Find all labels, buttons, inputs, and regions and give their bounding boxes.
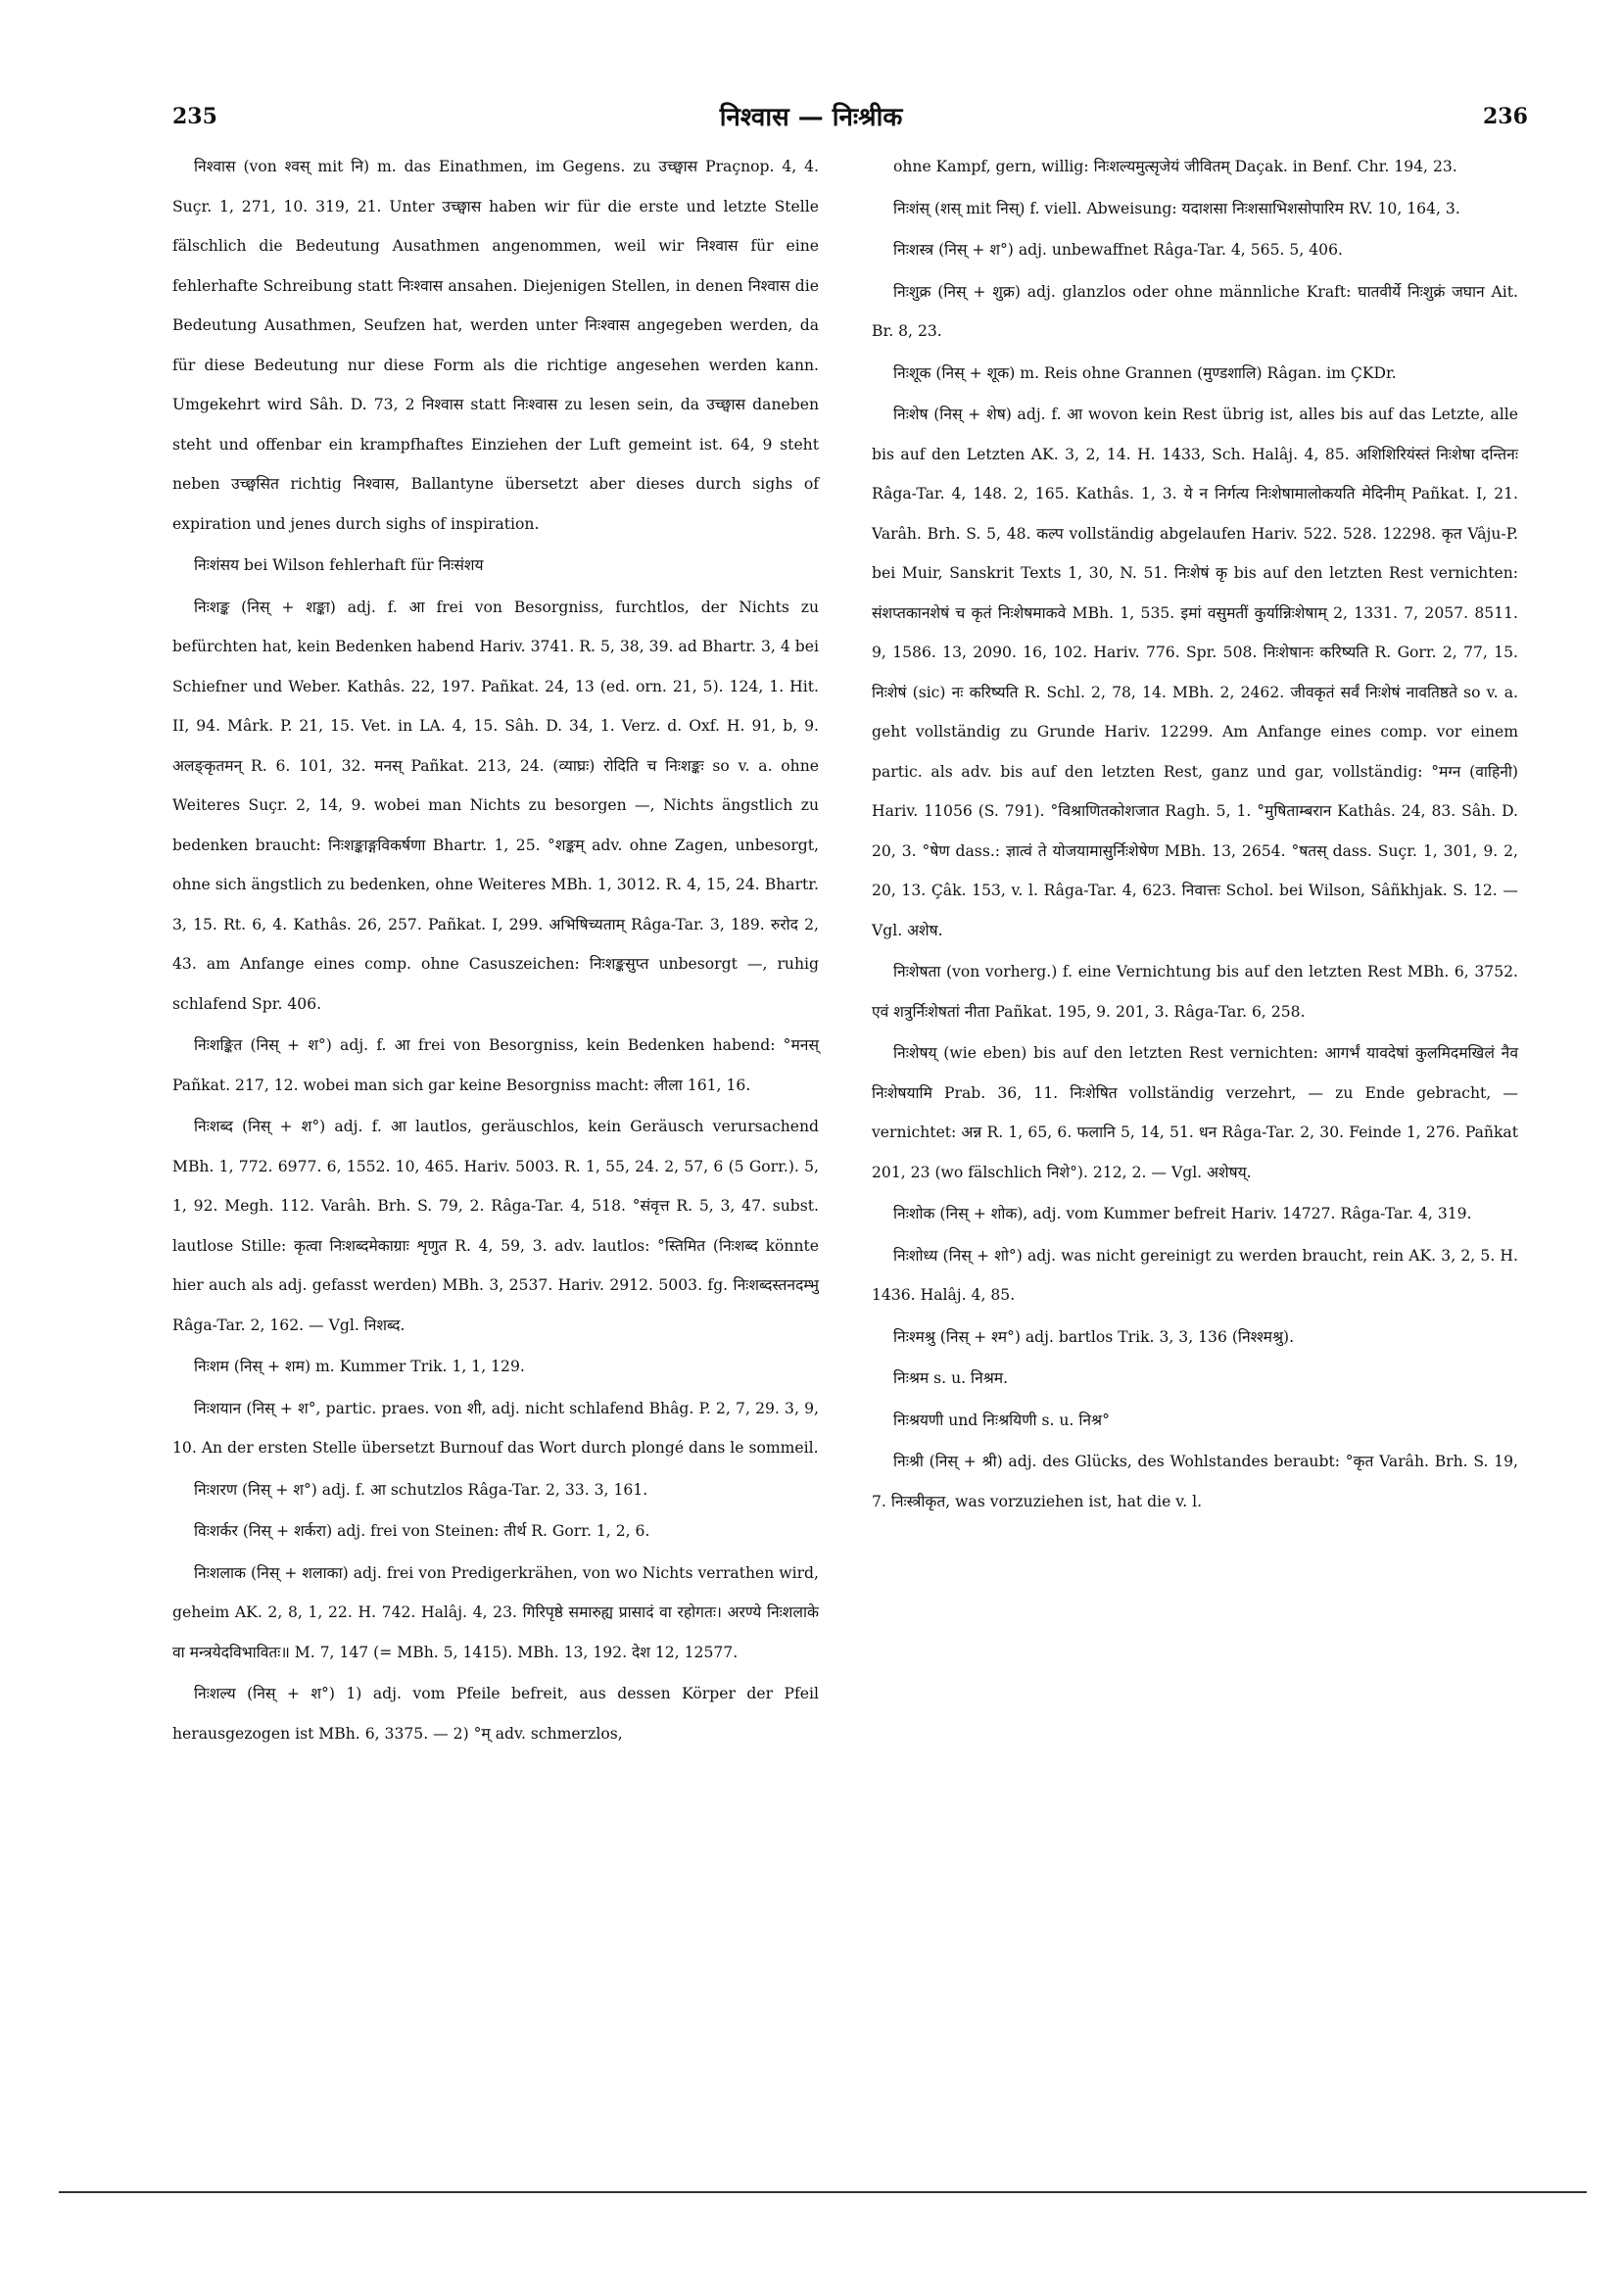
dictionary-entry: ohne Kampf, gern, willig: निःशल्यमुत्सृजेयं जीवितम् Daçak. in Benf. Chr. 194, 23.	[893, 158, 1457, 175]
dictionary-entry: निःशुक्र (निस् + शुक्र) adj. glanzlos oder ohne männliche Kraft: घातवीर्ये निःशुक्रं जघान Ait. Br. 8, 23.	[872, 282, 1518, 340]
dictionary-entry: निःश्रम s. u. निश्रम.	[893, 1369, 1009, 1387]
left-column	[172, 147, 819, 1755]
right-column	[872, 147, 1518, 1523]
dictionary-entry: निश्वास (von श्वस् mit नि) m. das Einathmen, im Gegens. zu उच्छ्वास Praçnop. 4, 4. Suçr. 1, 271, 10. 319, 21. Unter उच्छ्वास haben wir für die erste und letzte Stelle fälschlich die Bedeutung Ausathmen angenommen, weil wir निश्वास für eine fehlerhafte Schreibung statt निःश्वास ansahen. Diejenigen Stellen, in denen निश्वास die Bedeutung Ausathmen, Seufzen hat, werden unter निःश्वास angegeben werden, da für diese Bedeutung nur diese Form als die richtige angesehen werden kann. Umgekehrt wird Sâh. D. 73, 2 निश्वास statt निःश्वास zu lesen sein, da उच्छ्वास daneben steht und offenbar ein krampfhaftes Einziehen der Luft gemeint ist. 64, 9 steht neben उच्छ्वसित richtig निश्वास, Ballantyne übersetzt aber dieses durch sighs of expiration und jenes durch sighs of inspiration.	[172, 158, 819, 533]
dictionary-entry: निःशेषता (von vorherg.) f. eine Vernichtung bis auf den letzten Rest MBh. 6, 3752. एवं शत्रुर्निःशेषतां नीता Pañkat. 195, 9. 201, 3. Râga-Tar. 6, 258.	[872, 963, 1518, 1021]
dictionary-entry: निःशेष (निस् + शेष) adj. f. आ wovon kein Rest übrig ist, alles bis auf das Letzte, alle bis auf den Letzten AK. 3, 2, 14. H. 1433, Sch. Halâj. 4, 85. अशिशिरियंस्तं निःशेषा दन्तिनः Râga-Tar. 4, 148. 2, 165. Kathâs. 1, 3. ये न निर्गत्य निःशेषामालोकयति मेदिनीम् Pañkat. I, 21. Varâh. Brh. S. 5, 48. कल्प vollständig abgelaufen Hariv. 522. 528. 12298. कृत Vâju-P. bei Muir, Sanskrit Texts 1, 30, N. 51. निःशेषं कृ bis auf den letzten Rest vernichten: संशप्तकानशेषं च कृतं निःशेषमाकवे MBh. 1, 535. इमां वसुमतीं कुर्यान्निःशेषाम् 2, 1331. 7, 2057. 8511. 9, 1586. 13, 2090. 16, 102. Hariv. 776. Spr. 508. निःशेषानः करिष्यति R. Gorr. 2, 77, 15. निःशेषं (sic) नः करिष्यति R. Schl. 2, 78, 14. MBh. 2, 2462. जीवकृतं सर्वं निःशेषं नावतिष्ठते so v. a. geht vollständig zu Grunde Hariv. 12299. Am Anfange eines comp. vor einem partic. als adv. bis auf den letzten Rest, ganz und gar, vollständig: °मग्न (वाहिनी) Hariv. 11056 (S. 791). °विश्राणितकोशजात Ragh. 5, 1. °मुषिताम्बरान Kathâs. 24, 83. Sâh. D. 20, 3. °षेण dass.: ज्ञात्वं ते योजयामासुर्निःशेषेण MBh. 13, 2654. °षतस् dass. Suçr. 1, 301, 9. 2, 20, 13. Çâk. 153, v. l. Râga-Tar. 4, 623. निवात्तः Schol. bei Wilson, Sâñkhjak. S. 12. — Vgl. अशेष.	[872, 406, 1518, 939]
page-number-right: 236	[1483, 104, 1528, 129]
dictionary-entry: निःशोक (निस् + शोक), adj. vom Kummer befreit Hariv. 14727. Râga-Tar. 4, 319.	[893, 1205, 1472, 1222]
dictionary-entry: निःशब्द (निस् + श°) adj. f. आ lautlos, geräuschlos, kein Geräusch verursachend MBh. 1, 772. 6977. 6, 1552. 10, 465. Hariv. 5003. R. 1, 55, 24. 2, 57, 6 (5 Gorr.). 5, 1, 92. Megh. 112. Varâh. Brh. S. 79, 2. Râga-Tar. 4, 518. °संवृत्त R. 5, 3, 47. subst. lautlose Stille: कृत्वा निःशब्दमेकाग्राः शृणुत R. 4, 59, 3. adv. lautlos: °स्तिमित (निःशब्द könnte hier auch als adj. gefasst werden) MBh. 3, 2537. Hariv. 2912. 5003. fg. निःशब्दस्तनदम्भु Râga-Tar. 2, 162. — Vgl. निशब्द.	[172, 1118, 819, 1334]
dictionary-entry: निःशम (निस् + शम) m. Kummer Trik. 1, 1, 129.	[194, 1358, 525, 1375]
dictionary-entry: निःश्रयणी und निःश्रयिणी s. u. निश्र°	[893, 1411, 1110, 1429]
dictionary-entry: निःशङ्कित (निस् + श°) adj. f. आ frei von Besorgniss, kein Bedenken habend: °मनस् Pañkat. 217, 12. wobei man sich gar keine Besorgniss macht: लीला 161, 16.	[172, 1036, 819, 1094]
dictionary-entry: निःश्मश्रु (निस् + श्म°) adj. bartlos Trik. 3, 3, 136 (निश्श्मश्रु).	[893, 1327, 1295, 1346]
dictionary-entry: निःशेषय् (wie eben) bis auf den letzten Rest vernichten: आगर्भं यावदेषां कुलमिदमखिलं नैव निःशेषयामि Prab. 36, 11. निःशेषित vollständig verzehrt, — zu Ende gebracht, — vernichtet: अन्न R. 1, 65, 6. फलानि 5, 14, 51. धन Râga-Tar. 2, 30. Feinde 1, 276. Pañkat 201, 23 (wo fälschlich निशे°). 212, 2. — Vgl. अशेषय्.	[872, 1044, 1518, 1181]
dictionary-entry: निःशोध्य (निस् + शो°) adj. was nicht gereinigt zu werden braucht, rein AK. 3, 2, 5. H. 1436. Halâj. 4, 85.	[872, 1246, 1518, 1304]
dictionary-entry: निःशूक (निस् + शूक) m. Reis ohne Grannen (मुण्डशालि) Râgan. im ÇKDr.	[893, 363, 1397, 382]
dictionary-entry: निःश्री (निस् + श्री) adj. des Glücks, des Wohlstandes beraubt: °कृत Varâh. Brh. S. 19, 7. निःस्त्रीकृत, was vorzuziehen ist, hat die v. l.	[872, 1453, 1518, 1510]
running-title: निश्वास — निःश्रीक	[719, 103, 903, 132]
dictionary-entry: निःशस्त्र (निस् + श°) adj. unbewaffnet Râga-Tar. 4, 565. 5, 406.	[893, 241, 1343, 259]
footer-rule	[59, 2191, 1587, 2193]
dictionary-entry: निःशंसय bei Wilson fehlerhaft für निःसंशय	[194, 556, 484, 574]
dictionary-entry: निःशलाक (निस् + शलाका) adj. frei von Predigerkrähen, von wo Nichts verrathen wird, geheim AK. 2, 8, 1, 22. H. 742. Halâj. 4, 23. गिरिपृष्ठे समारुह्य प्रासादं वा रहोगतः। अरण्ये निःशलाके वा मन्त्रयेदविभावितः॥ M. 7, 147 (= MBh. 5, 1415). MBh. 13, 192. देश 12, 12577.	[172, 1563, 819, 1661]
dictionary-entry: निःशङ्क (निस् + शङ्का) adj. f. आ frei von Besorgniss, furchtlos, der Nichts zu befürchten hat, kein Bedenken habend Hariv. 3741. R. 5, 38, 39. ad Bhartr. 3, 4 bei Schiefner und Weber. Kathâs. 22, 197. Pañkat. 24, 13 (ed. orn. 21, 5). 124, 1. Hit. II, 94. Mârk. P. 21, 15. Vet. in LA. 4, 15. Sâh. D. 34, 1. Verz. d. Oxf. H. 91, b, 9. अलङ्कृतमन् R. 6. 101, 32. मनस् Pañkat. 213, 24. (व्याघ्रः) रोदिति च निःशङ्कः so v. a. ohne Weiteres Suçr. 2, 14, 9. wobei man Nichts zu besorgen —, Nichts ängstlich zu bedenken braucht: निःशङ्काङ्गविकर्षणा Bhartr. 1, 25. °शङ्कम् adv. ohne Zagen, unbesorgt, ohne sich ängstlich zu bedenken, ohne Weiteres MBh. 1, 3012. R. 4, 15, 24. Bhartr. 3, 15. Rt. 6, 4. Kathâs. 26, 257. Pañkat. I, 299. अभिषिच्यताम् Râga-Tar. 3, 189. रुरोद 2, 43. am Anfange eines comp. ohne Casuszeichen: निःशङ्कसुप्त unbesorgt —, ruhig schlafend Spr. 406.	[172, 598, 819, 1013]
page-number-left: 235	[172, 104, 217, 129]
dictionary-entry: निःशरण (निस् + श°) adj. f. आ schutzlos Râga-Tar. 2, 33. 3, 161.	[194, 1480, 648, 1499]
dictionary-entry: निःशल्य (निस् + श°) 1) adj. vom Pfeile befreit, aus dessen Körper der Pfeil herausgezogen ist MBh. 6, 3375. — 2) °म् adv. schmerzlos,	[172, 1685, 819, 1743]
dictionary-entry: विःशर्कर (निस् + शर्करा) adj. frei von Steinen: तीर्थ R. Gorr. 1, 2, 6.	[194, 1522, 650, 1540]
dictionary-entry: निःशयान (निस् + श°, partic. praes. von शी, adj. nicht schlafend Bhâg. P. 2, 7, 29. 3, 9, 10. An der ersten Stelle übersetzt Burnouf das Wort durch plongé dans le sommeil.	[172, 1399, 819, 1457]
dictionary-entry: निःशंस् (शस् mit निस्) f. viell. Abweisung: यदाशसा निःशसाभिशसोपारिम RV. 10, 164, 3.	[893, 199, 1460, 217]
